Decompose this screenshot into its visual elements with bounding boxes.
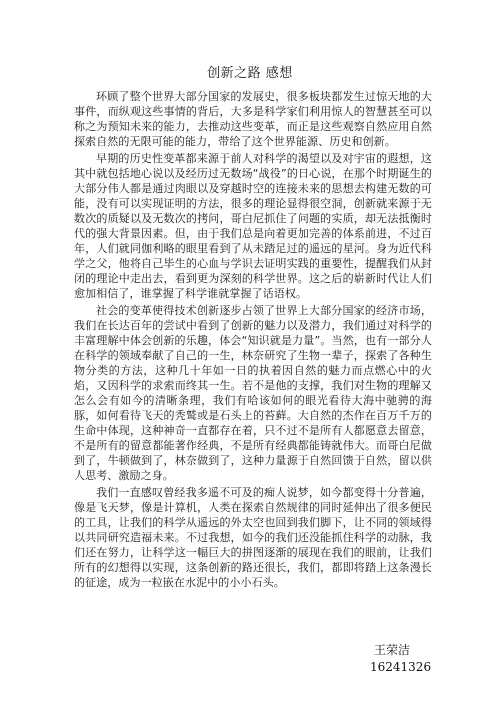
paragraph-3: 社会的变革使得技术创新逐步占领了世界上大部分国家的经济市场，我们在长达百年的尝试中看到了创新的魅力以及潜力，我们通过对科学的丰富理解中体会创新的乐趣，体会“知识就是力量”。当然，也有一部分人在科学的领域奉献了自己的一生，林奈研究了生物一辈子，探索了各种生物分类的方法，这种几十年如一日的执着因自然的魅力而点燃心中的火焰，又因科学的求索而终其一生。若不是他的支撑，我们对生物的理解又怎么会有如今的清晰条理，我们有哈该如何的眼光看待大海中驰骋的海豚，如何看待飞天的秃鹫或是石头上的苔藓。大自然的杰作在百万千万的生命中体现，这种神奇一直都存在着，只不过不是所有人都愿意去留意，不是所有的留意都能著作经典，不是所有经典都能铸就伟大。而哥白尼做到了，牛顿做到了，林奈做到了，这种力量源于自然回馈于自然，留以供人思考、激励之身。 bbox=[74, 304, 432, 482]
document-title: 创新之路 感想 bbox=[207, 66, 293, 81]
paragraph-2: 早期的历史性变革都来源于前人对科学的渴望以及对宇宙的遐想，这其中就包括地心说以及经历过无数场“战役”的日心说，在那个时期诞生的大部分伟人都是通过肉眼以及穿越时空的连接未来的思想去构建无数的可能，没有可以实现证明的方法，很多的理论显得很空洞，创新就来源于无数次的质疑以及无数次的拷问，哥白尼抓住了问题的实质，却无法抵衡时代的强大背景因素。但，由于我们总是向着更加完善的体系前进，不过百年，人们就同伽利略的眼里看到了从未踏足过的遥远的星河。身为近代科学之父，他将自己毕生的心血与学识去证明实践的重要性，提醒我们从封闭的理论中走出去，看到更为深刻的科学世界。这之后的崭新时代让人们愈加相信了，谁掌握了科学谁就掌握了话语权。 bbox=[74, 152, 432, 300]
student-id: 16241326 bbox=[370, 660, 432, 674]
paragraph-1: 环顾了整个世界大部分国家的发展史，很多板块都发生过惊天地的大事件，而纵观这些事情的背后，大多是科学家们利用惊人的智慧甚至可以称之为预知未来的能力，去推动这些变革，而正是这些观察自然应用自然探索自然的无限可能的能力，带给了这个世界能源、历史和创新。 bbox=[74, 90, 432, 148]
document-body bbox=[74, 89, 432, 592]
author-name: 王荣洁 bbox=[374, 643, 411, 657]
paragraph-4: 我们一直感叹曾经我多遥不可及的痴人说梦，如今都变得十分普遍，像是飞天梦，像是计算机，人类在探索自然规律的同时延伸出了很多便民的工具，让我们的科学从遥远的外太空也回到我们脚下，让不同的领域得以共同研究造福未来。不过我想，如今的我们还没能抓住科学的动脉，我们还在努力，让科学这一幅巨大的拼图逐渐的展现在我们的眼前，让我们所有的幻想得以实现，这条创新的路还很长，我们，都即将踏上这条漫长的征途，成为一粒嵌在水泥中的小小石头。 bbox=[74, 486, 432, 589]
